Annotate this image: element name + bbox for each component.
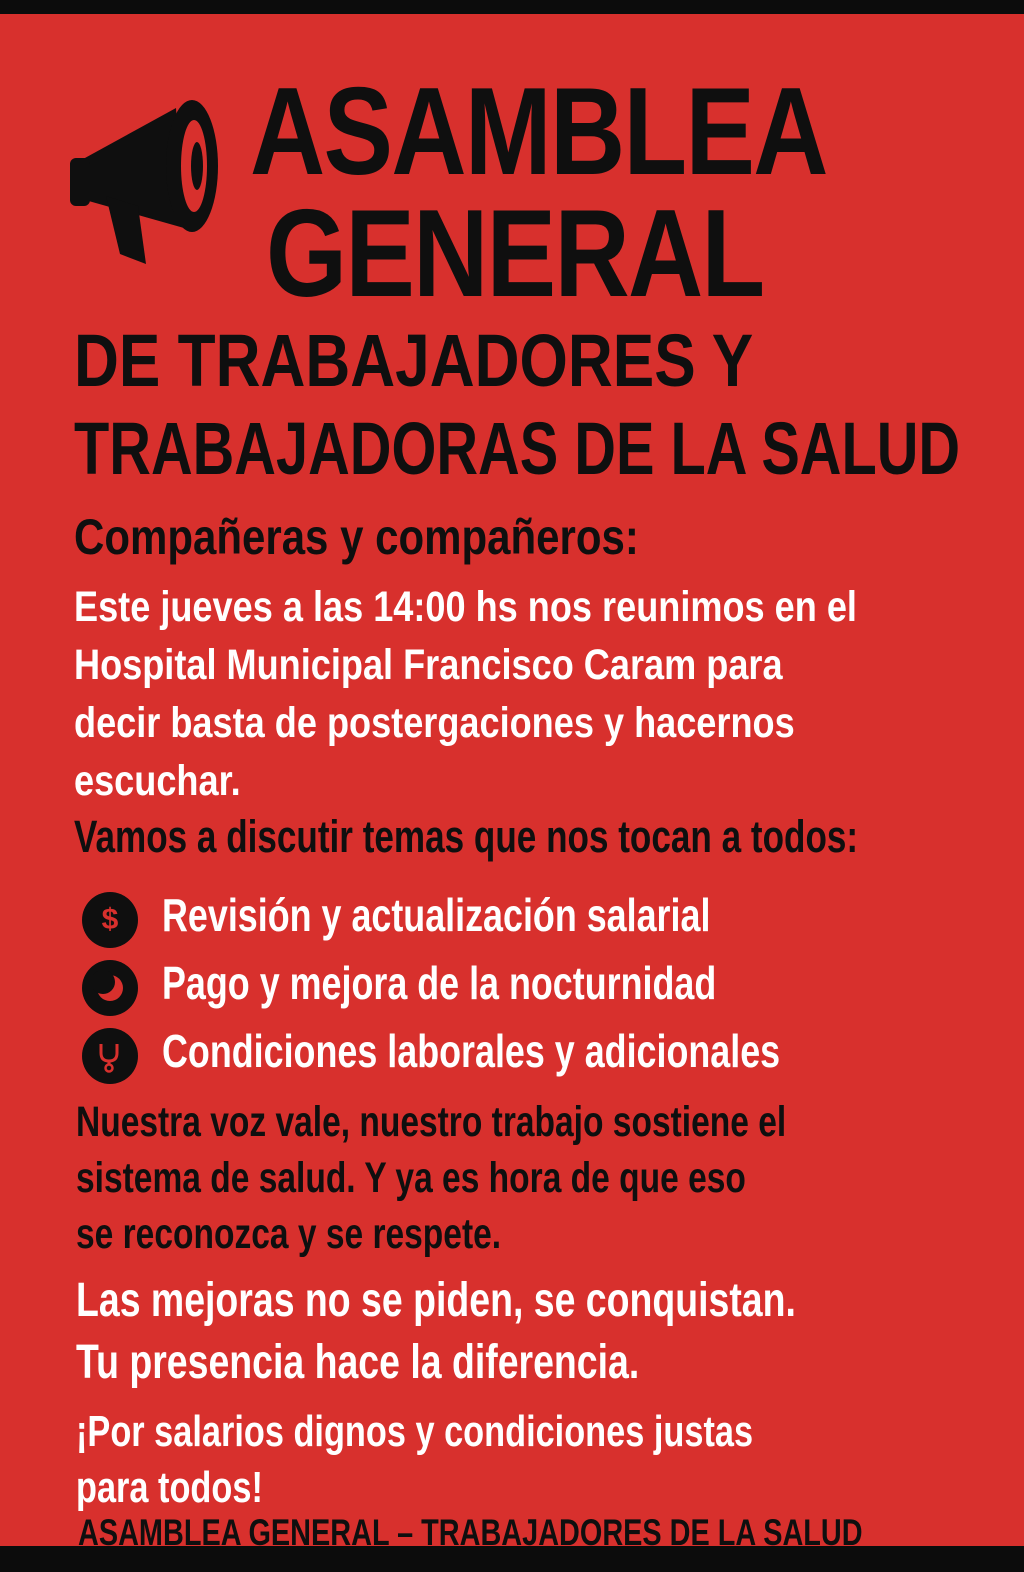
moon-icon — [82, 960, 138, 1016]
topics-intro: Vamos a discutir temas que nos tocan a todos: — [74, 811, 859, 862]
megaphone-icon — [66, 78, 236, 264]
footer-signature: ASAMBLEA GENERAL – TRABAJADORES DE LA SALUD — [78, 1512, 863, 1546]
slogan-line: Tu presencia hace la diferencia. — [76, 1336, 640, 1389]
subtitle-line-1: DE TRABAJADORES Y — [74, 319, 754, 402]
dollar-icon: $ — [82, 892, 138, 948]
poster — [0, 14, 1024, 1546]
greeting: Compañeras y compañeros: — [74, 509, 639, 565]
closing-line: Nuestra voz vale, nuestro trabajo sostiene el — [76, 1098, 787, 1146]
closing-line: se reconozca y se respete. — [76, 1210, 502, 1258]
invitation-line: decir basta de postergaciones y hacernos — [74, 699, 795, 747]
invitation-paragraph — [74, 578, 1006, 810]
final-call — [76, 1404, 944, 1516]
closing-paragraph — [76, 1094, 986, 1262]
topic-label: Condiciones laborales y adicionales — [162, 1025, 781, 1077]
invitation-line: escuchar. — [74, 757, 241, 805]
slogan — [76, 1270, 999, 1394]
bottom-frame — [0, 1546, 1024, 1572]
invitation-line: Hospital Municipal Francisco Caram para — [74, 641, 783, 689]
topic-label: Pago y mejora de la nocturnidad — [162, 957, 717, 1009]
title-line-2: GENERAL — [266, 185, 764, 323]
stethoscope-icon — [82, 1028, 138, 1084]
invitation-line: Este jueves a las 14:00 hs nos reunimos en el — [74, 583, 857, 631]
slogan-line: Las mejoras no se piden, se conquistan. — [76, 1274, 796, 1327]
title-line-1: ASAMBLEA — [250, 63, 827, 201]
subtitle-line-2: TRABAJADORAS DE LA SALUD — [74, 407, 961, 490]
closing-line: sistema de salud. Y ya es hora de que eso — [76, 1154, 746, 1202]
final-line: ¡Por salarios dignos y condiciones justas — [76, 1407, 754, 1456]
topic-label: Revisión y actualización salarial — [162, 889, 711, 941]
final-line: para todos! — [76, 1463, 263, 1512]
